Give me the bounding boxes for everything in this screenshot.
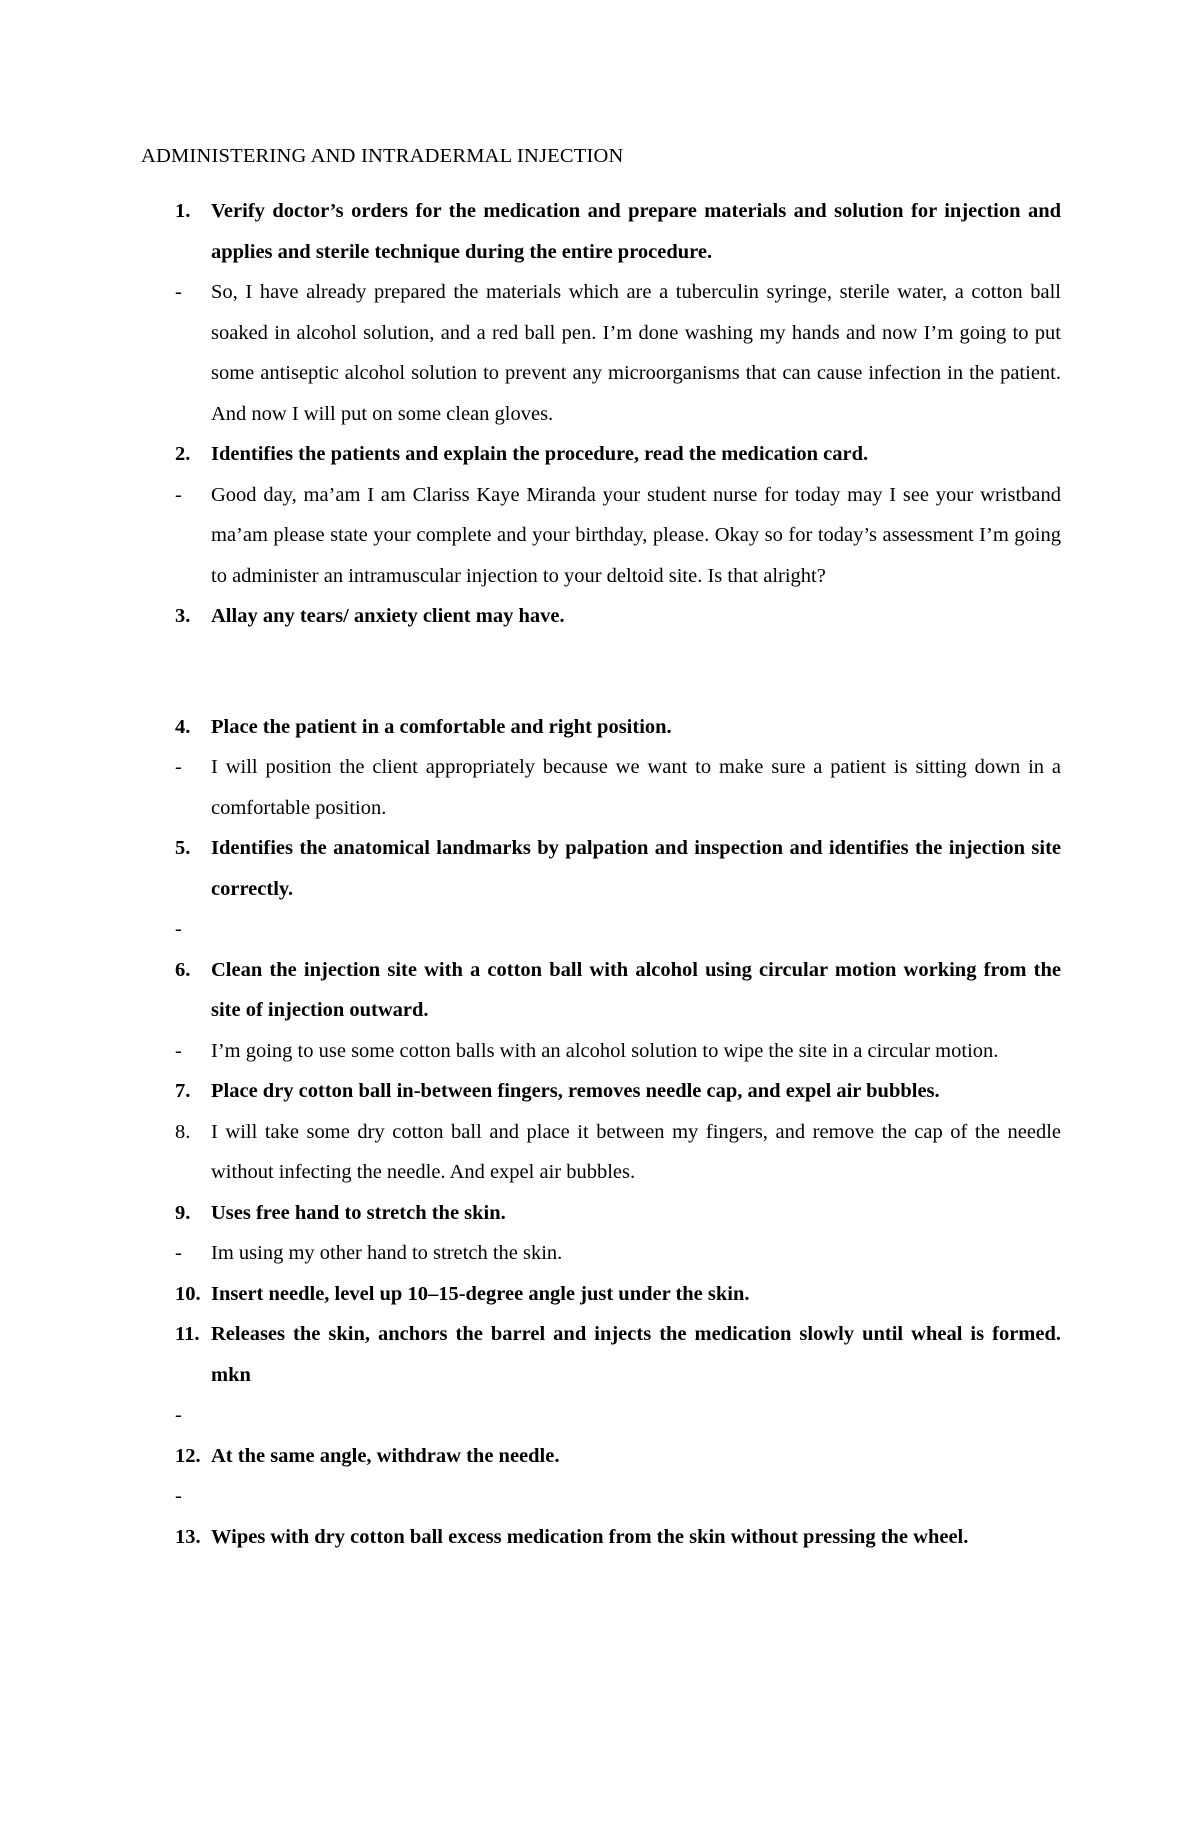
step-number: 9. [175, 1201, 191, 1224]
note-dash: - [175, 1485, 182, 1507]
document-title: ADMINISTERING AND INTRADERMAL INJECTION [141, 145, 624, 167]
step-number: 3. [175, 605, 191, 627]
step-number: 6. [175, 958, 191, 981]
step-text: Clean the injection site with a cotton ball with alcohol using circular motion working from the site of injection outward. [211, 958, 1061, 1021]
note-text [211, 909, 1061, 950]
step-text: At the same angle, withdraw the needle. [211, 1444, 560, 1467]
step-1-note [141, 272, 1061, 434]
step-5-note [141, 909, 1061, 950]
step-5 [141, 828, 1061, 909]
step-2 [141, 434, 1061, 475]
step-11-note [141, 1395, 1061, 1436]
note-text: Good day, ma’am I am Clariss Kaye Miranda your student nurse for today may I see your wristband ma’am please state your complete and your birthday, please. Okay so for today’s assessment I’m going to administer an intramuscular injection to your deltoid site. Is that alright? [211, 483, 1061, 587]
note-dash: - [175, 1039, 182, 1062]
note-dash: - [175, 756, 182, 778]
step-text: Place dry cotton ball in-between fingers, removes needle cap, and expel air bubbles. [211, 1080, 940, 1102]
step-number: 5. [175, 837, 191, 859]
procedure-list [141, 191, 1061, 1557]
note-text [211, 1476, 1061, 1517]
step-text: Releases the skin, anchors the barrel and injects the medication slowly until wheal is formed. mkn [211, 1323, 1061, 1386]
note-number: 8. [175, 1120, 191, 1143]
note-dash: - [175, 483, 182, 506]
note-text: I will take some dry cotton ball and place it between my fingers, and remove the cap of the needle without infecting the needle. And expel air bubbles. [211, 1120, 1061, 1183]
step-7 [141, 1071, 1061, 1112]
step-12 [141, 1436, 1061, 1477]
step-number: 7. [175, 1080, 191, 1102]
step-text: Allay any tears/ anxiety client may have. [211, 605, 565, 627]
step-text: Place the patient in a comfortable and right position. [211, 715, 672, 738]
step-1 [141, 191, 1061, 272]
step-text: Wipes with dry cotton ball excess medication from the skin without pressing the wheel. [211, 1525, 969, 1548]
step-text: Identifies the anatomical landmarks by palpation and inspection and identifies the injection site correctly. [211, 837, 1061, 900]
step-8-note [141, 1112, 1061, 1193]
step-2-note [141, 475, 1061, 597]
step-number: 13. [175, 1525, 201, 1548]
step-6 [141, 950, 1061, 1031]
step-number: 11. [175, 1323, 200, 1345]
note-text: So, I have already prepared the materials which are a tuberculin syringe, sterile water, a cotton ball soaked in alcohol solution, and a red ball pen. I’m done washing my hands and now I’m going to put some antiseptic alcohol solution to prevent any microorganisms that can cause infection in the patient. And now I will put on some clean gloves. [211, 281, 1061, 425]
step-text: Identifies the patients and explain the procedure, read the medication card. [211, 443, 869, 465]
blank-gap [141, 637, 1061, 707]
step-number: 12. [175, 1444, 201, 1467]
step-text: Verify doctor’s orders for the medication and prepare materials and solution for injection and applies and sterile technique during the entire procedure. [211, 200, 1061, 263]
step-3 [141, 596, 1061, 637]
step-13 [141, 1517, 1061, 1558]
step-4-note [141, 747, 1061, 828]
note-dash: - [175, 1404, 182, 1426]
step-6-note [141, 1031, 1061, 1072]
note-text: I will position the client appropriately because we want to make sure a patient is sitting down in a comfortable position. [211, 756, 1061, 819]
note-dash: - [175, 1242, 182, 1264]
step-12-note [141, 1476, 1061, 1517]
step-9 [141, 1193, 1061, 1234]
step-number: 1. [175, 200, 191, 222]
note-text [211, 1395, 1061, 1436]
note-text: Im using my other hand to stretch the skin. [211, 1242, 563, 1264]
step-text: Insert needle, level up 10–15-degree angle just under the skin. [211, 1282, 750, 1305]
note-text: I’m going to use some cotton balls with an alcohol solution to wipe the site in a circular motion. [211, 1039, 999, 1062]
note-dash: - [175, 918, 182, 940]
step-4 [141, 707, 1061, 748]
step-9-note [141, 1233, 1061, 1274]
step-text: Uses free hand to stretch the skin. [211, 1201, 506, 1224]
step-11 [141, 1314, 1061, 1395]
step-number: 10. [175, 1282, 201, 1305]
step-number: 4. [175, 715, 191, 738]
step-number: 2. [175, 443, 191, 465]
step-10 [141, 1274, 1061, 1315]
note-dash: - [175, 281, 182, 303]
